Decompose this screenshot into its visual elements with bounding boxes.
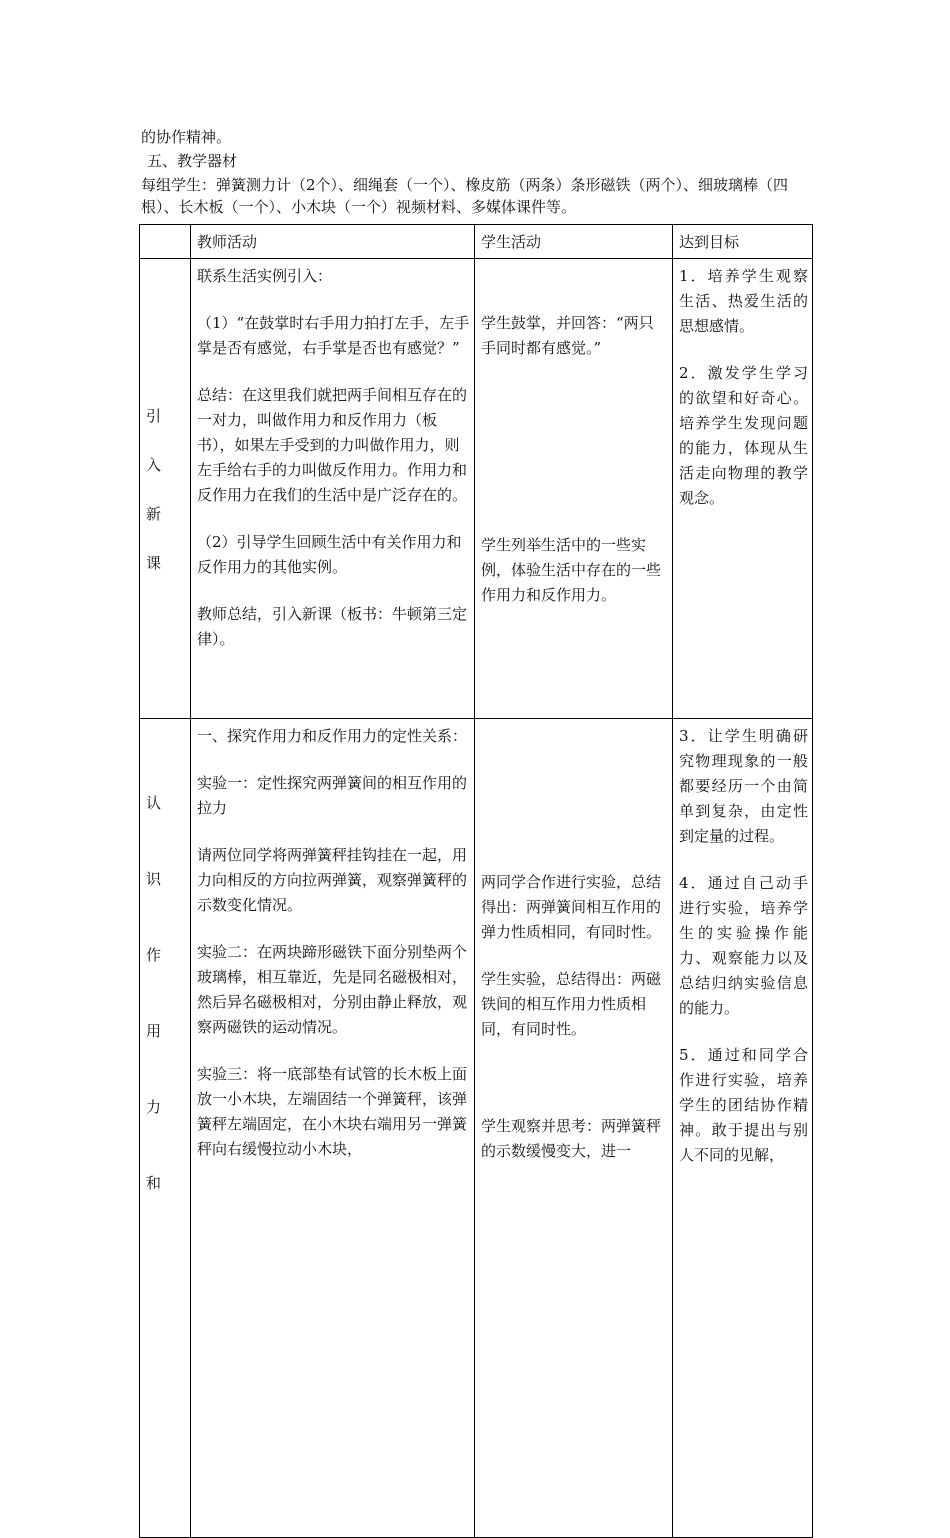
table-row [140, 719, 813, 1538]
continued-text-line: 的协作精神。 [141, 128, 232, 146]
header-cell-goal: 达到目标 [673, 225, 813, 259]
goal-cell: 1．培养学生观察生活、热爱生活的思想感情。 2．激发学生学习的欲望和好奇心。培养学生发现问题的能力，体现从生活走向物理的教学观念。 [673, 259, 813, 719]
teacher-activity-cell: 联系生活实例引入： （1）“在鼓掌时右手用力拍打左手，左手掌是否有感觉，右手掌是否也有感觉？” 总结：在这里我们就把两手间相互存在的一对力，叫做作用力和反作用力（板书），如果左手受到的力叫做作用力，则左手给右手的力叫做反作用力。作用力和反作用力在我们的生活中是广泛存在的。 （2）引导学生回顾生活中有关作用力和反作用力的其他实例。 教师总结，引入新课（板书：牛顿第三定律）。 [191, 259, 475, 719]
header-cell-student: 学生活动 [475, 225, 673, 259]
section-heading-equipment: 五、教学器材 [147, 152, 238, 170]
stage-cell-intro: 引 入 新 课 [140, 259, 191, 719]
equipment-list: 每组学生：弹簧测力计（2个）、细绳套（一个）、橡皮筋（两条）条形磁铁（两个）、细玻璃棒（四根）、长木板（一个）、小木块（一个）视频材料、多媒体课件等。 [141, 176, 789, 216]
stage-cell-understand: 认 识 作 用 力 和 [140, 719, 191, 1538]
goal-cell: 3．让学生明确研究物理现象的一般都要经历一个由简单到复杂，由定性到定量的过程。 4．通过自己动手进行实验，培养学生的实验操作能力、观察能力以及总结归纳实验信息的能力。 5．通过和同学合作进行实验，培养学生的团结协作精神。敢于提出与别人不同的见解， [673, 719, 813, 1538]
lesson-plan-table [139, 224, 813, 1538]
student-activity-cell: 学生鼓掌，并回答：“两只手同时都有感觉。” 学生列举生活中的一些实例，体验生活中存在的一些作用力和反作用力。 [475, 259, 673, 719]
table-header-row [140, 225, 813, 259]
table-row [140, 259, 813, 719]
header-cell-teacher: 教师活动 [191, 225, 475, 259]
header-cell-stage [140, 225, 191, 259]
student-activity-cell: 两同学合作进行实验，总结得出：两弹簧间相互作用的弹力性质相同，有同时性。 学生实验，总结得出：两磁铁间的相互作用力性质相同，有同时性。 学生观察并思考：两弹簧秤的示数缓慢变大，进一 [475, 719, 673, 1538]
teacher-activity-cell: 一、探究作用力和反作用力的定性关系： 实验一：定性探究两弹簧间的相互作用的拉力 请两位同学将两弹簧秤挂钩挂在一起，用力向相反的方向拉两弹簧，观察弹簧秤的示数变化情况。 实验二：在两块蹄形磁铁下面分别垫两个玻璃棒，相互靠近，先是同名磁极相对，然后异名磁极相对，分别由静止释放，观察两磁铁的运动情况。 实验三：将一底部垫有试管的长木板上面放一小木块，左端固结一个弹簧秤，该弹簧秤左端固定，在小木块右端用另一弹簧秤向右缓慢拉动小木块， [191, 719, 475, 1538]
